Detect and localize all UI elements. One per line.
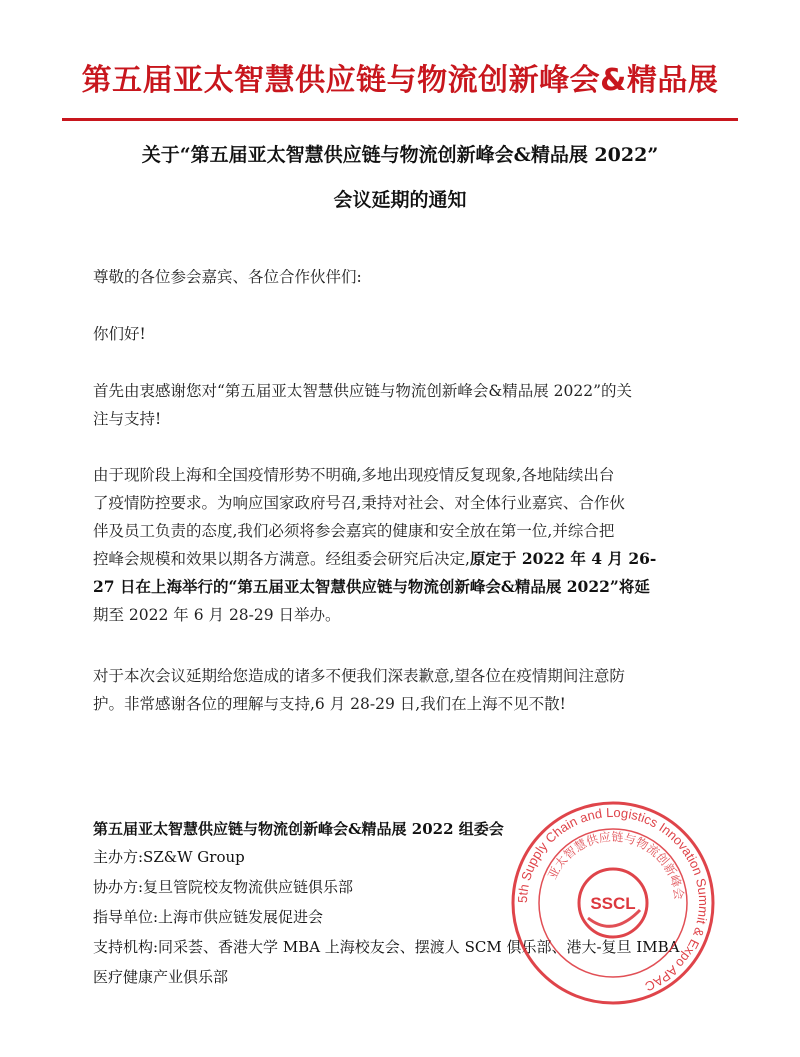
paragraph-apology xyxy=(93,662,708,718)
notice-title-line-1: 关于“第五届亚太智慧供应链与物流创新峰会&精品展 2022” xyxy=(141,144,659,166)
paragraph-thanks xyxy=(93,377,708,433)
seal-inner-text: 亚太智慧供应链与物流创新峰会 xyxy=(545,829,687,901)
header-divider xyxy=(62,118,738,121)
official-seal-stamp xyxy=(508,798,718,1008)
paragraph-line: 了疫情防控要求。为响应国家政府号召,秉持对社会、对全体行业嘉宾、合作伙 xyxy=(93,494,625,512)
co-host-organizer: 协办方:复旦管院校友物流供应链俱乐部 xyxy=(93,878,354,896)
paragraph-postponement xyxy=(93,461,708,629)
paragraph-line: 由于现阶段上海和全国疫情形势不明确,多地出现疫情反复现象,各地陆续出台 xyxy=(93,466,615,484)
organizing-committee: 第五届亚太智慧供应链与物流创新峰会&精品展 2022 组委会 xyxy=(93,820,504,838)
supporting-organizations: 支持机构:同采荟、香港大学 MBA 上海校友会、摆渡人 SCM 俱乐部、港大-复旦 IMBA xyxy=(93,938,680,956)
notice-title-line-2: 会议延期的通知 xyxy=(333,189,467,211)
seal-ring-text: 5th Supply Chain and Logistics Innovation Summit & Expo APAC xyxy=(514,804,712,995)
paragraph-line: 期至 2022 年 6 月 28-29 日举办。 xyxy=(93,606,341,624)
paragraph-line: 对于本次会议延期给您造成的诸多不便我们深表歉意,望各位在疫情期间注意防 xyxy=(93,667,625,685)
postponement-emphasis: 27 日在上海举行的“第五届亚太智慧供应链与物流创新峰会&精品展 2022”将延 xyxy=(93,577,650,596)
supporting-organizations-cont: 医疗健康产业俱乐部 xyxy=(93,968,229,986)
salutation: 尊敬的各位参会嘉宾、各位合作伙伴们: xyxy=(93,268,362,286)
host-organizer: 主办方:SZ&W Group xyxy=(93,848,245,866)
postponement-emphasis: 原定于 2022 年 4 月 26- xyxy=(469,549,657,568)
paragraph-line: 首先由衷感谢您对“第五届亚太智慧供应链与物流创新峰会&精品展 2022”的关 xyxy=(93,382,633,400)
seal-center-text: SSCL xyxy=(590,894,636,913)
greeting: 你们好! xyxy=(93,325,146,343)
guiding-unit: 指导单位:上海市供应链发展促进会 xyxy=(93,908,324,926)
paragraph-line: 注与支持! xyxy=(93,410,162,428)
page-header-title: 第五届亚太智慧供应链与物流创新峰会&精品展 xyxy=(81,63,719,98)
paragraph-text: 控峰会规模和效果以期各方满意。经组委会研究后决定, xyxy=(93,550,470,568)
paragraph-line xyxy=(93,545,708,573)
paragraph-line: 护。非常感谢各位的理解与支持,6 月 28-29 日,我们在上海不见不散! xyxy=(93,695,566,713)
paragraph-line: 伴及员工负责的态度,我们必须将参会嘉宾的健康和安全放在第一位,并综合把 xyxy=(93,522,615,540)
